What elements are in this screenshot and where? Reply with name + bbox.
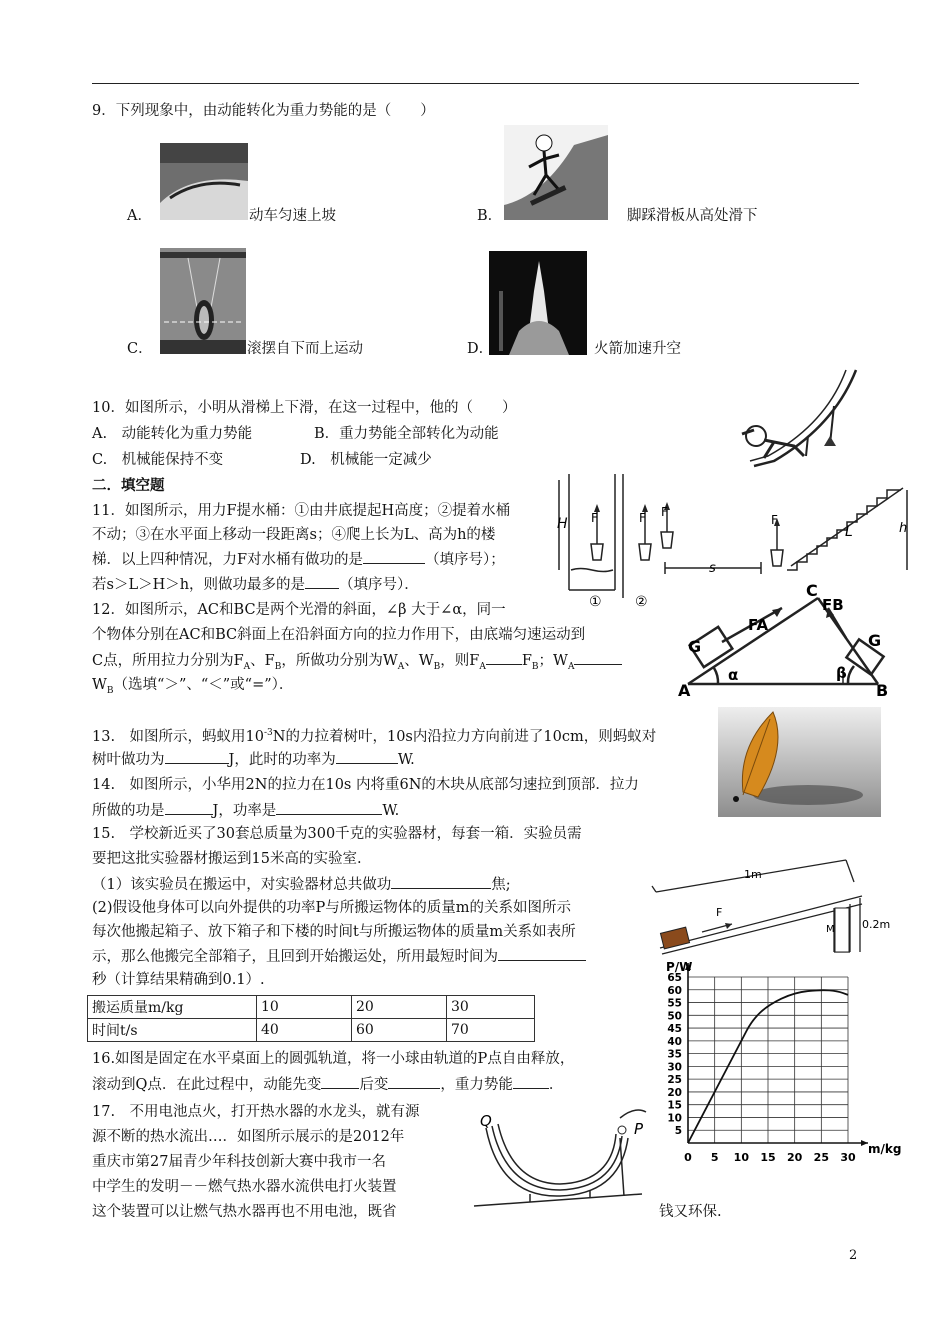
y-tick-label: 60 [667,984,682,997]
label-s: s [709,561,716,576]
y-tick-label: 25 [667,1074,682,1087]
q16-line1: 16.如图是固定在水平桌面上的圆弧轨道，将一小球由轨道的P点自由释放， [92,1051,575,1067]
q15-line7: 秒（计算结果精确到0.1）. [92,972,265,988]
label-alpha: α [728,666,739,684]
x-axis-arrow [861,1140,868,1146]
q9-option-c-text: 滚摆自下而上运动 [247,341,363,357]
q9-option-a-label: A． [127,208,152,224]
ant-leaf-image [718,707,881,817]
incline-1m-figure [648,856,891,956]
x-tick-label: 20 [787,1151,803,1164]
y-tick-label: 20 [667,1086,682,1099]
q17-line5a: 这个装置可以让燃气热水器再也不用电池，既省 [92,1204,397,1220]
arc-track-figure [470,1098,660,1210]
q11-line1: 11．如图所示，用力F提水桶：①由井底提起H高度；②提着水桶 [92,503,511,519]
q9-option-d-text: 火箭加速升空 [594,341,681,357]
table-cell: 40 [257,1019,352,1042]
q14-line1: 14. 如图所示，小华用2N的拉力在10s 内将重6N的木块从底部匀速拉到顶部．拉力 [92,777,639,793]
label-case-2: ② [635,594,648,610]
label-P: P [634,1120,644,1138]
y-tick-label: 65 [667,972,682,984]
label-1m: 1m [744,868,762,881]
q9-stem: 9．下列现象中，由动能转化为重力势能的是（ ） [92,103,435,119]
q15-line3: （1）该实验员在搬运中，对实验器材总共做功 焦; [92,874,511,895]
q9-option-a-text: 动车匀速上坡 [249,208,336,224]
q17-line2: 源不断的热水流出…．如图所示展示的是2012年 [92,1129,405,1145]
q11-line4: 若s＞L＞H＞h，则做功最多的是 （填序号）． [92,574,419,595]
page-number: 2 [849,1248,858,1263]
label-Q: Q [480,1112,492,1130]
x-axis-label: m/kg [868,1142,902,1156]
label-beta: β [836,664,847,682]
label-F-4: F [771,513,778,527]
table-cell: 20 [352,996,447,1019]
q14-blank-2 [276,800,382,815]
label-F-incline: F [716,906,723,919]
q11-line2: 不动；③在水平面上移动一段距离s；④爬上长为L、高为h的楼 [92,527,496,543]
x-tick-label: 0 [684,1151,692,1164]
q10-option-d: D. 机械能一定减少 [300,452,432,468]
bullet-train-image [160,143,248,220]
x-tick-label: 25 [813,1151,829,1164]
y-tick-label: 15 [667,1099,682,1112]
section-title: 二．填空题 [92,477,165,494]
table-cell: 70 [447,1019,535,1042]
q12-line1: 12．如图所示，AC和BC是两个光滑的斜面，∠β 大于∠α，同一 [92,602,506,618]
x-tick-label: 5 [710,1151,719,1164]
table-cell: 30 [447,996,535,1019]
y-tick-label: 40 [667,1035,682,1048]
q9-option-b-label: B． [477,208,503,224]
q9-option-b-text: 脚踩滑板从高处滑下 [627,208,758,224]
q10-option-c: C. 机械能保持不变 [92,452,224,468]
slide-figure [734,366,864,474]
point-C: C [806,581,818,600]
q13-line1: 13. 如图所示，蚂蚁用$10^{-3}N$的力拉着树叶，10s内沿拉力方向前进了10cm，则蚂蚁对 [92,728,657,745]
x-tick-label: 30 [840,1151,856,1164]
q11-blank-1 [363,549,425,564]
q12-line4: $W_B$（选填“＞”、“＜”或“=”）． [92,677,294,696]
table-row [88,1019,535,1042]
table-cell: 搬运质量m/kg [88,996,257,1019]
point-A: A [678,681,691,700]
label-F-3: F [661,505,668,519]
table-cell: 10 [257,996,352,1019]
maxwell-wheel-image [160,248,246,354]
y-tick-label: 50 [667,1010,682,1023]
x-tick-label: 15 [760,1151,776,1164]
y-axis-label: P/W [666,960,693,974]
label-F-2: F [639,511,646,525]
q17-line4: 中学生的发明－－燃气热水器水流供电打火装置 [92,1179,397,1195]
q12-blank-2 [574,650,622,665]
q17-line5b: 钱又环保. [659,1204,722,1220]
q14-line2: 所做的功是 J，功率是 W. [92,800,399,821]
q12-blank-1 [486,650,522,665]
label-0-2m: 0.2m [862,918,891,931]
q12-line2: 个物体分别在AC和BC斜面上在沿斜面方向的拉力作用下，由底端匀速运动到 [92,627,586,643]
q9-option-d-label: D． [467,341,494,357]
label-case-1: ① [589,594,602,610]
label-FB: FB [822,596,844,614]
q16-blank-2 [388,1074,440,1089]
label-F-1: F [591,511,598,525]
q15-line6: 示，那么他搬完全部箱子，且回到开始搬运处，所用最短时间为 [92,946,586,967]
power-mass-chart [650,957,912,1172]
label-G-left: G [688,637,702,656]
skateboard-image [504,125,608,220]
label-M: M [826,924,835,935]
q15-line2: 要把这批实验器材搬运到15米高的实验室. [92,851,362,867]
q12-line3: C点，所用拉力分别为$F_A$、$F_B$，所做功分别为$W_A$、$W_B$，则$F_A$ $F_B$；$W_A$ [92,650,622,677]
x-tick-label: 10 [733,1151,749,1164]
y-tick-label: 30 [667,1061,682,1074]
q15-blank-2 [498,946,586,961]
y-tick-label: 5 [674,1125,682,1138]
q17-line1: 17. 不用电池点火，打开热水器的水龙头，就有源 [92,1104,420,1120]
q15-line5: 每次他搬起箱子、放下箱子和下楼的时间t与所搬运物体的质量m关系如表所 [92,924,576,940]
q10-stem: 10．如图所示，小明从滑梯上下滑，在这一过程中，他的（ ） [92,400,517,416]
incline-ac-bc-figure [678,580,892,698]
label-L: L [845,524,853,540]
y-tick-label: 55 [667,997,682,1010]
q13-blank-2 [336,749,398,764]
q11-line3: 梯．以上四种情况，力F对水桶有做功的是 （填序号）； [92,549,505,570]
q15-table [87,995,535,1042]
q10-option-b: B．重力势能全部转化为动能 [314,426,499,442]
label-h: h [899,521,908,536]
q11-blank-2 [305,574,339,589]
point-B: B [876,681,889,700]
y-tick-label: 35 [667,1048,682,1061]
table-cell: 时间t/s [88,1019,257,1042]
q13-line2: 树叶做功为 J，此时的功率为 W. [92,749,415,770]
q16-line2: 滚动到Q点．在此过程中，动能先变 后变 ，重力势能 ． [92,1074,563,1095]
header-rule [92,83,859,84]
q16-blank-3 [513,1074,549,1089]
label-H: H [557,516,568,532]
q10-option-a: A. 动能转化为重力势能 [92,426,253,442]
q13-blank-1 [165,749,229,764]
table-row [88,996,535,1019]
q16-blank-1 [321,1074,359,1089]
table-cell: 60 [352,1019,447,1042]
rocket-image [489,251,587,355]
y-tick-label: 45 [667,1023,682,1036]
label-G-right: G [868,631,882,650]
q9-option-c-label: C． [127,341,153,357]
q14-blank-1 [165,800,213,815]
q15-line1: 15. 学校新近买了30套总质量为300千克的实验器材，每套一箱．实验员需 [92,826,582,842]
q15-blank-1 [391,874,491,889]
q17-line3: 重庆市第27届青少年科技创新大赛中我市一名 [92,1154,386,1170]
q15-line4: (2)假设他身体可以向外提供的功率P与所搬运物体的质量m的关系如图所示 [92,900,572,916]
y-tick-label: 10 [667,1112,682,1125]
label-FA: FA [748,616,769,634]
